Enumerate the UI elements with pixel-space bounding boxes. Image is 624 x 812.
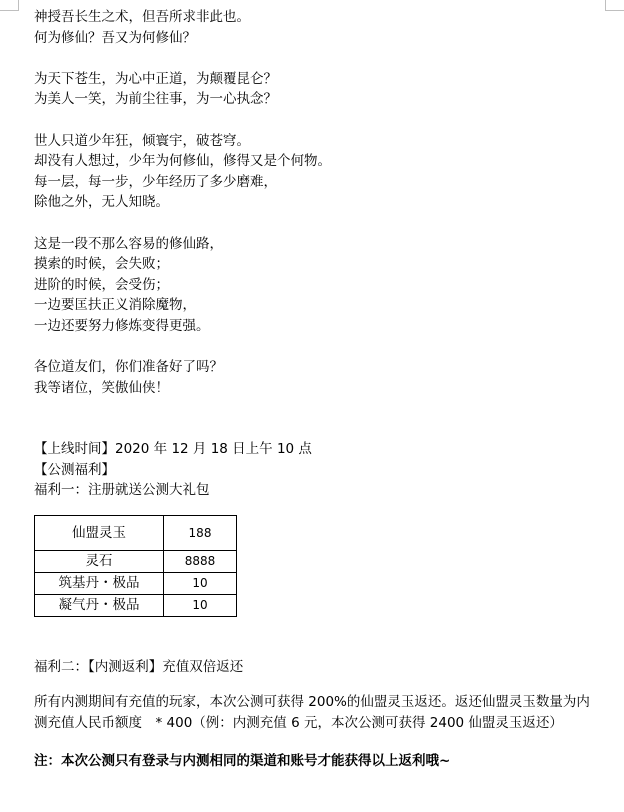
intro-line: 我等诸位，笑傲仙侠！ [34, 379, 169, 396]
benefit-two-title: 福利二：【内测返利】充值双倍返还 [34, 659, 244, 676]
intro-line: 神授吾长生之术，但吾所求非此也。 [34, 9, 250, 25]
intro-line: 一边还要努力修炼变得更强。 [34, 317, 210, 334]
intro-line: 为天下苍生，为心中正道，为颠覆昆仑？ [34, 70, 277, 87]
intro-line: 进阶的时候，会受伤； [34, 276, 169, 293]
intro-line: 这是一段不那么容易的修仙路， [34, 235, 223, 252]
reward-qty: 8888 [164, 551, 237, 573]
benefit-two-section [34, 657, 604, 771]
reward-name: 筑基丹・极品 [35, 573, 164, 595]
intro-line: 一边要匡扶正义消除魔物， [34, 297, 196, 314]
intro-line: 各位道友们，你们准备好了吗？ [34, 359, 223, 376]
page-corner-mark-left [0, 0, 19, 11]
intro-line: 世人只道少年狂，倾寰宇，破苍穹。 [34, 132, 250, 149]
rewards-table [34, 515, 237, 617]
intro-line: 为美人一笑，为前尘往事，为一心执念？ [34, 91, 277, 108]
benefit-one: 福利一：注册就送公测大礼包 [34, 482, 210, 499]
intro-line: 每一层，每一步，少年经历了多少磨难， [34, 173, 277, 190]
reward-name: 仙盟灵玉 [35, 516, 164, 551]
table-row [35, 516, 237, 551]
table-row [35, 595, 237, 617]
reward-qty: 188 [164, 516, 237, 551]
reward-name: 灵石 [35, 551, 164, 573]
table-row [35, 551, 237, 573]
document-body [34, 7, 604, 771]
intro-section [34, 7, 604, 398]
table-row [35, 573, 237, 595]
reward-qty: 10 [164, 595, 237, 617]
launch-time: 【上线时间】2020 年 12 月 18 日上午 10 点 [34, 441, 312, 458]
benefit-note: 注：本次公测只有登录与内测相同的渠道和账号才能获得以上返利哦~ [34, 752, 451, 769]
launch-section [34, 439, 604, 501]
intro-line: 摸索的时候，会失败； [34, 256, 169, 273]
intro-line: 却没有人想过，少年为何修仙，修得又是个何物。 [34, 153, 331, 170]
reward-qty: 10 [164, 573, 237, 595]
intro-line: 除他之外，无人知晓。 [34, 194, 169, 211]
page-corner-mark-right [605, 0, 624, 11]
intro-line: 何为修仙？吾又为何修仙？ [34, 29, 196, 46]
benefits-heading: 【公测福利】 [34, 461, 115, 478]
reward-name: 凝气丹・极品 [35, 595, 164, 617]
benefit-two-body: 所有内测期间有充值的玩家，本次公测可获得 200%的仙盟灵玉返还。返还仙盟灵玉数量为内测充值人民币额度 * 400（例：内测充值 6 元，本次公测可获得 2400 仙盟灵玉返还） [34, 693, 590, 731]
